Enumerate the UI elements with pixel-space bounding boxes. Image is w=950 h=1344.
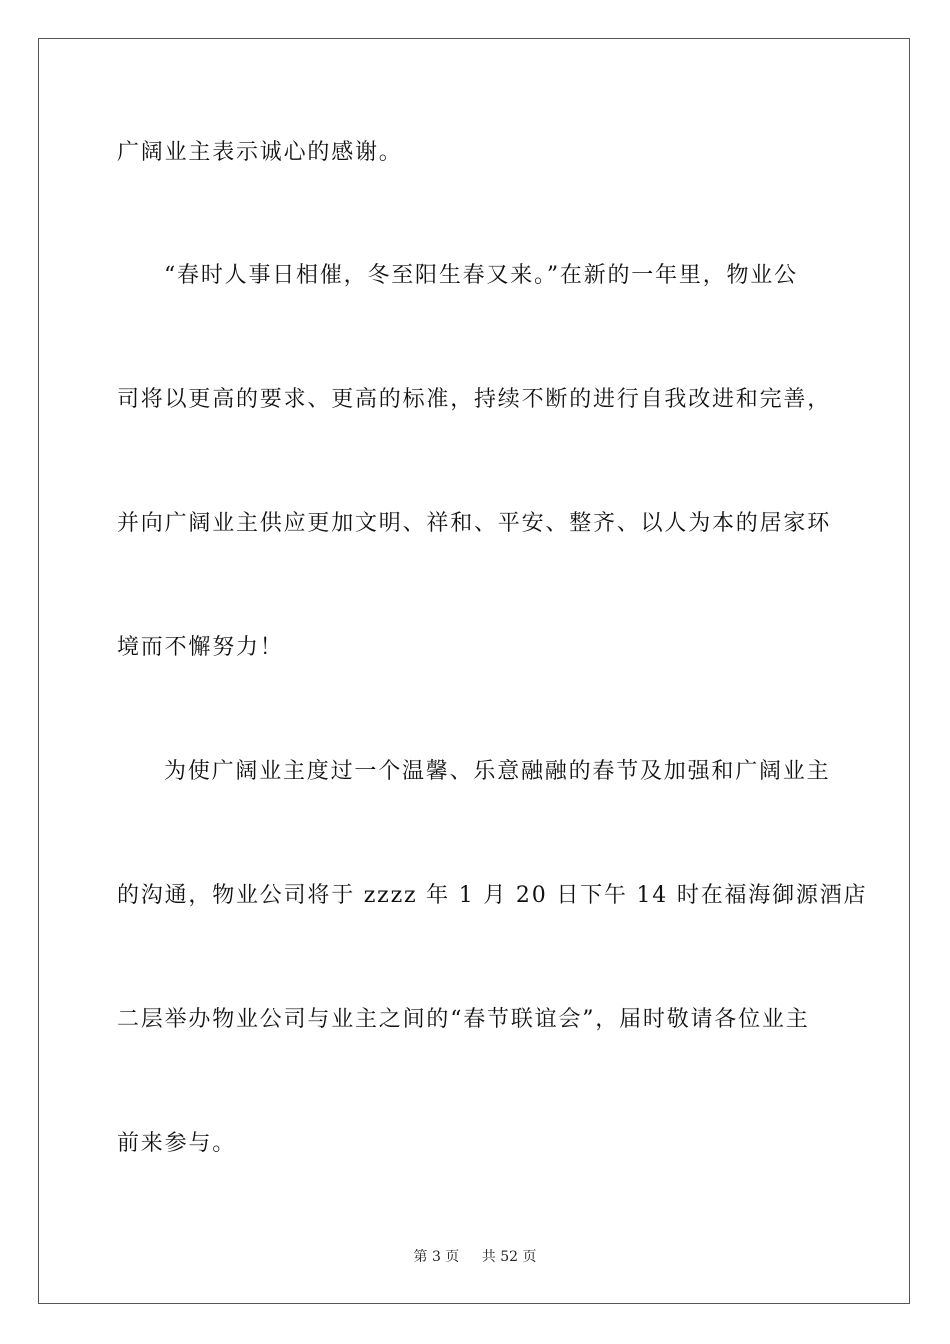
- page-border: [38, 38, 910, 1304]
- page-total: 共 52 页: [481, 1249, 537, 1265]
- paragraph-line: 境而不懈努力！: [117, 635, 284, 660]
- paragraph-line: 前来参与。: [117, 1131, 237, 1156]
- page-footer: [0, 1247, 950, 1267]
- paragraph-line: 二层举办物业公司与业主之间的“春节联谊会”，届时敬请各位业主: [117, 1007, 810, 1032]
- paragraph-line: 并向广阔业主供应更加文明、祥和、平安、整齐、以人为本的居家环: [117, 511, 832, 536]
- paragraph-line: 司将以更高的要求、更高的标准，持续不断的进行自我改进和完善，: [117, 387, 832, 412]
- page-number: 第 3 页: [413, 1249, 460, 1265]
- paragraph-line: 广阔业主表示诚心的感谢。: [117, 140, 403, 165]
- paragraph-line: “春时人事日相催，冬至阳生春又来。”在新的一年里，物业公: [164, 263, 798, 288]
- paragraph-line: 的沟通，物业公司将于 zzzz 年 1 月 20 日下午 14 时在福海御源酒店: [117, 883, 868, 908]
- paragraph-line: 为使广阔业主度过一个温馨、乐意融融的春节及加强和广阔业主: [164, 759, 831, 784]
